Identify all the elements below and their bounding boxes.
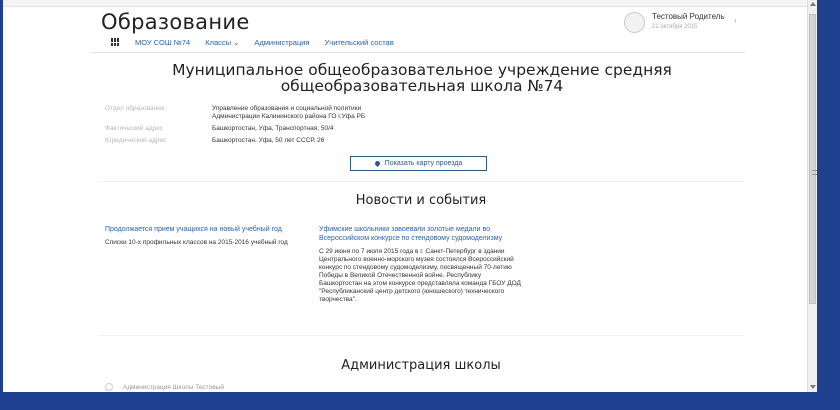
info-value: Башкортостан, Уфа, Транспортная, 50/4 — [212, 125, 334, 132]
nav-item-school[interactable]: МОУ СОШ №74 — [135, 37, 191, 47]
news-link[interactable]: Продолжается прием учащихся на новый учебный год — [105, 226, 282, 233]
info-row — [105, 105, 365, 121]
grip-icon — [812, 170, 817, 175]
show-map-label: Показать карту проезда — [384, 160, 463, 167]
nav-item-classes[interactable]: Классы ⌄ — [205, 37, 240, 47]
page-title: Муниципальное общеобразовательное учреждение средняя общеобразовательная школа №74 — [172, 61, 672, 95]
scrollbar-thumb[interactable] — [809, 14, 816, 304]
info-value: Башкортостан, Уфа, 50 лет СССР, 26 — [212, 137, 325, 144]
news-heading: Новости и события — [355, 193, 487, 208]
info-row — [105, 137, 365, 145]
info-label: Юридический адрес — [105, 137, 167, 144]
avatar[interactable] — [624, 12, 645, 33]
chevron-right-icon[interactable]: › — [734, 16, 737, 25]
info-label: Отдел образования — [105, 105, 165, 112]
admin-list-item[interactable] — [105, 383, 224, 391]
show-map-button[interactable] — [350, 156, 487, 171]
section-divider — [99, 181, 744, 182]
scroll-down-icon[interactable] — [810, 385, 816, 389]
scroll-up-icon[interactable] — [810, 2, 816, 6]
info-value-line: Управление образования и социальной политики — [212, 105, 362, 112]
news-item — [105, 225, 295, 247]
apps-grid-icon[interactable] — [111, 38, 121, 46]
admin-item-label: Администрация Школы Тестовый — [123, 383, 224, 391]
info-value-line: Администрации Калининского района ГО г.Уфа РБ — [212, 113, 366, 120]
news-body: Списки 10-х профильных классов на 2015-2016 учебный год — [105, 239, 288, 246]
news-item — [319, 225, 524, 304]
vertical-scrollbar[interactable] — [807, 0, 817, 392]
info-label: Фактический адрес — [105, 125, 164, 132]
user-date: 21 октября 2015 — [652, 24, 698, 30]
user-name: Тестовый Родитель — [652, 12, 725, 21]
avatar — [105, 383, 113, 391]
browser-top-strip — [3, 0, 817, 7]
browser-window — [3, 0, 817, 392]
map-pin-icon — [374, 160, 381, 167]
nav-item-administration[interactable]: Администрация — [254, 37, 310, 47]
main-nav — [111, 36, 409, 48]
admin-heading: Администрация школы — [341, 358, 501, 373]
user-menu[interactable] — [624, 12, 737, 33]
site-brand[interactable]: Образование — [101, 10, 250, 34]
section-divider — [99, 335, 744, 336]
news-body: С 29 июня по 7 июля 2015 года в г. Санкт-Петербург в здании Центрального военно-морского музея состоялся Всероссийский конкурс по стендовому судомоделизму, посвященный 70-летию Победы в Великой Отечественной войне. Республику Башкортостан на этом конкурсе представляла команда ГБОУ ДОД "Республиканский центр детского (юношеского) технического творчества". — [319, 248, 521, 303]
school-info — [105, 105, 365, 149]
info-value — [212, 105, 365, 121]
info-row — [105, 125, 365, 133]
header-divider — [90, 52, 745, 53]
news-link[interactable]: Уфимские школьники завоевали золотые медали во Всероссийском конкурсе по стендовому судомоделизму — [319, 226, 503, 242]
nav-item-teachers[interactable]: Учительский состав — [324, 37, 394, 47]
